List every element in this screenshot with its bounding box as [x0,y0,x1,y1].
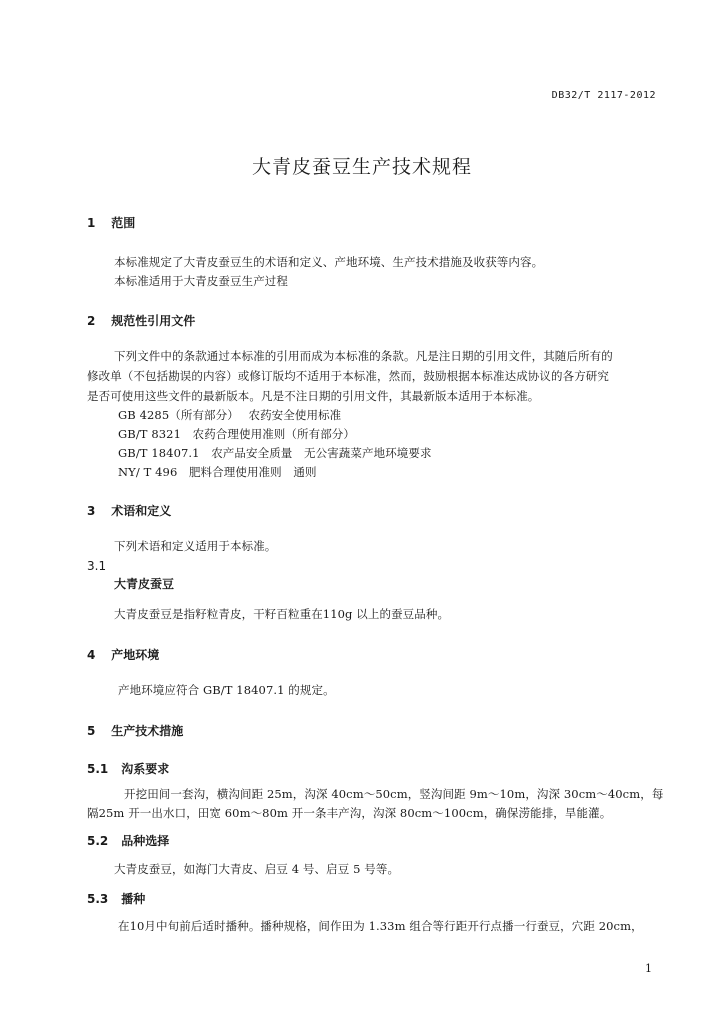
paragraph-line: 隔25m 开一出水口，田宽 60m～80m 开一条丰产沟，沟深 80cm～100cm，确保涝能排，旱能灌。 [87,806,612,820]
subsection-5-1-heading [87,760,169,777]
subsection-title: 播种 [121,892,146,906]
page-number: 1 [645,962,652,975]
paragraph-line: 修改单（不包括勘误的内容）或修订版均不适用于本标准，然而，鼓励根据本标准达成协议的各方研究 [87,369,609,383]
subsection-5-3-heading [87,890,145,907]
section-title: 范围 [111,216,136,230]
reference-item: NY/ T 496 肥料合理使用准则 通则 [118,465,317,479]
section-title: 产地环境 [111,648,160,662]
paragraph-line: 大青皮蚕豆，如海门大青皮、启豆 4 号、启豆 5 号等。 [114,862,400,876]
document-title: 大青皮蚕豆生产技术规程 [251,156,472,178]
subsection-number: 5.2 [87,834,109,848]
subsection-title: 沟系要求 [121,762,170,776]
paragraph-line: 下列文件中的条款通过本标准的引用而成为本标准的条款。凡是注日期的引用文件，其随后所有的 [114,349,613,363]
section-5-heading [87,722,183,739]
subsection-number: 5.1 [87,762,109,776]
section-number: 1 [87,216,96,230]
paragraph-line: 本标准适用于大青皮蚕豆生产过程 [114,274,288,288]
subsection-number: 3.1 [87,559,107,573]
section-3-heading [87,502,171,519]
section-number: 3 [87,504,96,518]
section-2-heading [87,312,195,329]
section-1-heading [87,214,135,231]
section-4-heading [87,646,159,663]
section-number: 4 [87,648,96,662]
section-title: 术语和定义 [111,504,172,518]
reference-item: GB/T 18407.1 农产品安全质量 无公害蔬菜产地环境要求 [118,446,432,460]
reference-item: GB/T 8321 农药合理使用准则（所有部分） [118,427,356,441]
section-number: 2 [87,314,96,328]
paragraph-line: 本标准规定了大青皮蚕豆生的术语和定义、产地环境、生产技术措施及收获等内容。 [114,255,544,269]
term-name: 大青皮蚕豆 [114,577,175,591]
subsection-number: 5.3 [87,892,109,906]
paragraph-line: 在10月中旬前后适时播种。播种规格，间作田为 1.33m 组合等行距开行点播一行蚕豆，穴距 20cm， [118,919,643,933]
document-code: DB32/T 2117-2012 [551,90,656,101]
paragraph-line: 下列术语和定义适用于本标准。 [114,539,277,553]
paragraph-line: 是否可使用这些文件的最新版本。凡是不注日期的引用文件，其最新版本适用于本标准。 [87,389,540,403]
subsection-title: 品种选择 [121,834,170,848]
term-definition: 大青皮蚕豆是指籽粒青皮，干籽百粒重在110g 以上的蚕豆品种。 [114,607,450,621]
paragraph-line: 开挖田间一套沟，横沟间距 25m，沟深 40cm～50cm，竖沟间距 9m～10m，沟深 30cm～40cm，每 [124,787,664,801]
section-title: 规范性引用文件 [111,314,196,328]
section-number: 5 [87,724,96,738]
subsection-5-2-heading [87,832,169,849]
section-title: 生产技术措施 [111,724,184,738]
paragraph-line: 产地环境应符合 GB/T 18407.1 的规定。 [118,683,335,697]
reference-item: GB 4285（所有部分） 农药安全使用标准 [118,408,342,422]
